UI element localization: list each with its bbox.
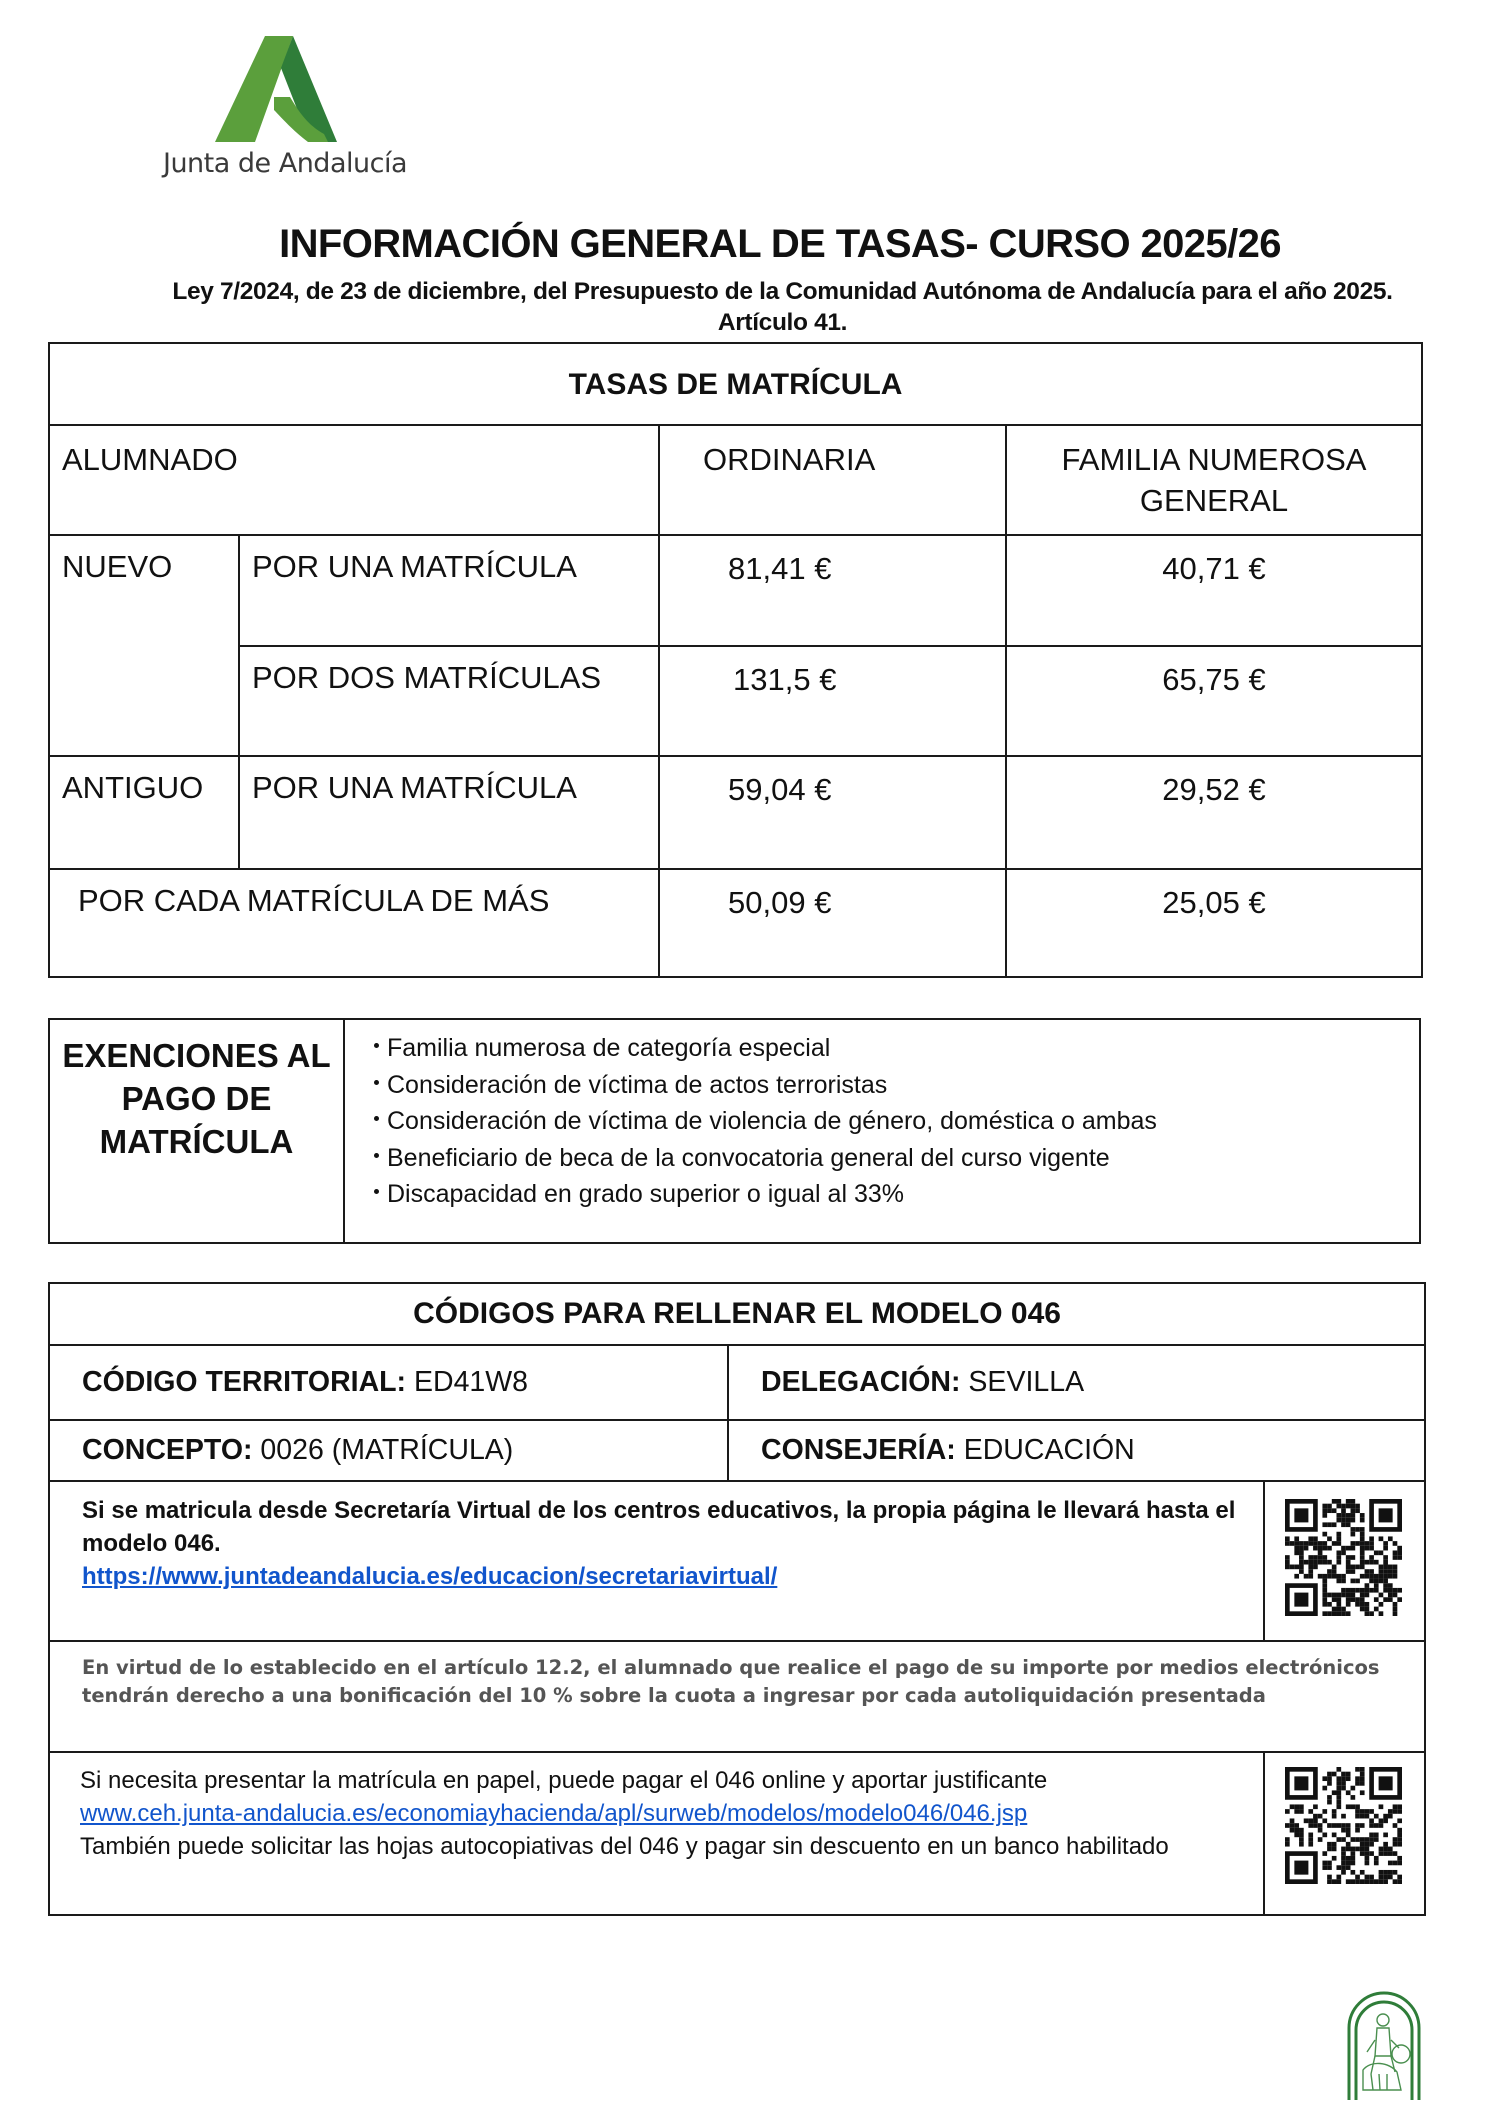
modelo-046-link[interactable]: www.ceh.junta-andalucia.es/economiayhacienda/apl/surweb/modelos/modelo046/046.jsp xyxy=(80,1800,1028,1827)
column-header-familia-numerosa: FAMILIA NUMEROSA GENERAL xyxy=(1006,425,1422,535)
row-type: POR UNA MATRÍCULA xyxy=(239,756,659,869)
document-title: INFORMACIÓN GENERAL DE TASAS- CURSO 2025/26 xyxy=(279,222,1281,266)
junta-a-logo-icon xyxy=(130,20,430,150)
row-type-extra: POR CADA MATRÍCULA DE MÁS xyxy=(49,869,659,977)
list-item xyxy=(387,1030,1419,1067)
field-value: SEVILLA xyxy=(968,1366,1085,1398)
list-item xyxy=(387,1176,1419,1213)
paper-text-2: También puede solicitar las hojas autocopiativas del 046 y pagar sin descuento en un banco habilitado xyxy=(80,1833,1169,1860)
exemptions-box xyxy=(48,1018,1421,1244)
qr-code-icon[interactable] xyxy=(1285,1499,1402,1616)
list-item xyxy=(387,1103,1419,1140)
familia-numerosa-fee: 29,52 € xyxy=(1006,756,1422,869)
fees-table-title: TASAS DE MATRÍCULA xyxy=(49,343,1422,425)
ordinaria-fee: 81,41 € xyxy=(659,535,1006,646)
field-value: ED41W8 xyxy=(413,1366,529,1398)
logo-text: Junta de Andalucía xyxy=(162,148,407,179)
codes-title: CÓDIGOS PARA RELLENAR EL MODELO 046 xyxy=(49,1283,1425,1345)
field-label: CONSEJERÍA: xyxy=(761,1434,956,1466)
table-row xyxy=(49,646,1422,756)
secretaria-virtual-link[interactable]: https://www.juntadeandalucia.es/educacion/secretariavirtual/ xyxy=(82,1563,778,1590)
bullet-icon xyxy=(374,1189,379,1194)
field-value: 0026 (MATRÍCULA) xyxy=(260,1434,514,1466)
field-label: CÓDIGO TERRITORIAL: xyxy=(82,1366,407,1398)
table-row xyxy=(49,869,1422,977)
exemptions-list xyxy=(345,1020,1419,1213)
virtual-secretary-text: Si se matricula desde Secretaría Virtual de los centros educativos, la propia página le llevará hasta el modelo 046. xyxy=(82,1497,1236,1557)
column-header-alumnado: ALUMNADO xyxy=(49,425,659,535)
codes-box xyxy=(48,1282,1426,1916)
list-item-text: Familia numerosa de categoría especial xyxy=(387,1034,831,1062)
document-subtitle: Ley 7/2024, de 23 de diciembre, del Presupuesto de la Comunidad Autónoma de Andalucía para el año 2025. Artículo 41. xyxy=(172,278,1393,336)
list-item-text: Discapacidad en grado superior o igual al 33% xyxy=(387,1180,904,1208)
table-row xyxy=(49,535,1422,646)
paper-text: Si necesita presentar la matrícula en papel, puede pagar el 046 online y aportar justificante xyxy=(80,1767,1048,1794)
concepto xyxy=(49,1420,728,1481)
group-nuevo: NUEVO xyxy=(49,535,239,756)
ordinaria-fee: 50,09 € xyxy=(659,869,1006,977)
bullet-icon xyxy=(374,1116,379,1121)
bonus-note: En virtud de lo establecido en el artículo 12.2, el alumnado que realice el pago de su importe por medios electrónicos tendrán derecho a una bonificación del 10 % sobre la cuota a ingresar por cada autoliquidación presentada xyxy=(49,1641,1425,1752)
codigo-territorial xyxy=(49,1345,728,1420)
delegacion xyxy=(728,1345,1425,1420)
consejeria xyxy=(728,1420,1425,1481)
bullet-icon xyxy=(374,1153,379,1158)
andalucia-coat-of-arms-icon xyxy=(1345,1990,1423,2102)
field-value: EDUCACIÓN xyxy=(963,1434,1135,1466)
virtual-secretary-note xyxy=(49,1481,1264,1641)
ordinaria-fee: 59,04 € xyxy=(659,756,1006,869)
row-type: POR UNA MATRÍCULA xyxy=(239,535,659,646)
bullet-icon xyxy=(374,1043,379,1048)
ordinaria-fee: 131,5 € xyxy=(659,646,1006,756)
list-item-text: Beneficiario de beca de la convocatoria general del curso vigente xyxy=(387,1143,1110,1172)
bullet-icon xyxy=(374,1080,379,1085)
group-antiguo: ANTIGUO xyxy=(49,756,239,869)
qr-cell xyxy=(1264,1752,1425,1915)
junta-logo xyxy=(130,20,430,200)
list-item xyxy=(387,1067,1419,1104)
familia-numerosa-fee: 25,05 € xyxy=(1006,869,1422,977)
qr-cell xyxy=(1264,1481,1425,1641)
familia-numerosa-fee: 40,71 € xyxy=(1006,535,1422,646)
row-type: POR DOS MATRÍCULAS xyxy=(239,646,659,756)
field-label: CONCEPTO: xyxy=(82,1434,253,1466)
familia-numerosa-fee: 65,75 € xyxy=(1006,646,1422,756)
qr-code-icon[interactable] xyxy=(1285,1767,1402,1884)
column-header-ordinaria: ORDINARIA xyxy=(659,425,1006,535)
paper-note xyxy=(49,1752,1264,1915)
table-row xyxy=(49,756,1422,869)
list-item xyxy=(387,1140,1419,1177)
exemptions-list-cell xyxy=(344,1019,1420,1243)
list-item-text: Consideración de víctima de violencia de género, doméstica o ambas xyxy=(387,1107,1157,1135)
fees-table xyxy=(48,342,1423,978)
list-item-text: Consideración de víctima de actos terroristas xyxy=(387,1070,888,1099)
fees-header-row xyxy=(49,425,1422,535)
field-label: DELEGACIÓN: xyxy=(761,1366,961,1398)
fees-title-row xyxy=(49,343,1422,425)
exemptions-title: EXENCIONES AL PAGO DE MATRÍCULA xyxy=(49,1019,344,1243)
